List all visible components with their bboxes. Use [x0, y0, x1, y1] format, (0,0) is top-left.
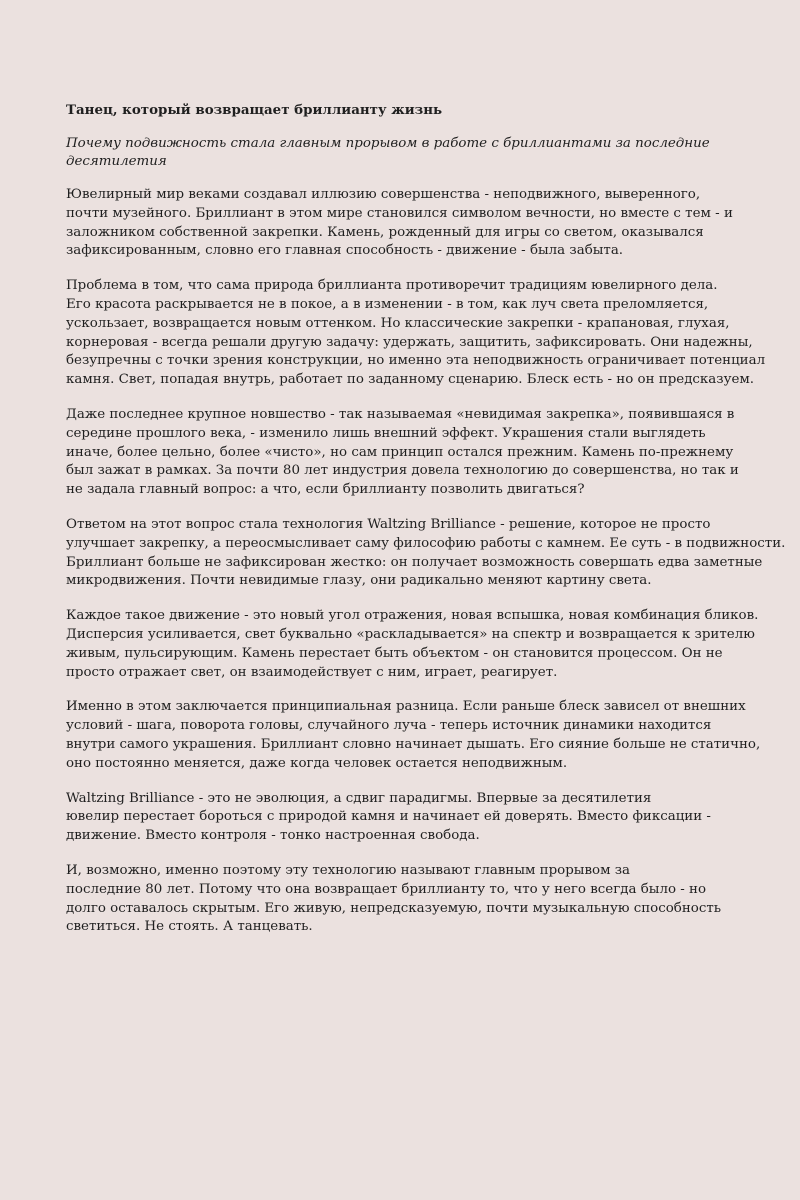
paragraph-line: И, возможно, именно поэтому эту технологию называют главным прорывом за: [66, 862, 631, 878]
article-title: Танец, который возвращает бриллианту жизнь: [66, 102, 443, 118]
article-paragraph: [66, 790, 770, 846]
paragraph-line: просто отражает свет, он взаимодействует с ним, играет, реагирует.: [66, 664, 558, 680]
article-paragraph: [66, 277, 770, 390]
paragraph-line: ускользает, возвращается новым оттенком. Но классические закрепки - крапановая, глухая,: [66, 315, 730, 331]
paragraph-line: последние 80 лет. Потому что она возвращает бриллианту то, что у него всегда было - но: [66, 881, 707, 897]
paragraph-line: долго оставалось скрытым. Его живую, непредсказуемую, почти музыкальную способность: [66, 900, 722, 916]
paragraph-line: середине прошлого века, - изменило лишь внешний эффект. Украшения стали выглядеть: [66, 425, 706, 441]
paragraph-line: Бриллиант больше не зафиксирован жестко: он получает возможность совершать едва заметные: [66, 554, 763, 570]
article-paragraph: [66, 516, 786, 591]
paragraph-line: Waltzing Brilliance - это не эволюция, а сдвиг парадигмы. Впервые за десятилетия: [66, 790, 652, 806]
article-paragraph: [66, 607, 770, 682]
paragraph-line: ювелир перестает бороться с природой камня и начинает ей доверять. Вместо фиксации -: [66, 809, 711, 825]
paragraph-line: не задала главный вопрос: а что, если бриллианту позволить двигаться?: [66, 482, 585, 498]
paragraph-line: Каждое такое движение - это новый угол отражения, новая вспышка, новая комбинация бликов.: [66, 608, 759, 624]
article-subtitle: Почему подвижность стала главным прорывом в работе с бриллиантами за последние десятилетия: [66, 136, 710, 169]
paragraph-line: был зажат в рамках. За почти 80 лет индустрия довела технологию до совершенства, но так и: [66, 463, 739, 479]
paragraph-line: условий - шага, поворота головы, случайного луча - теперь источник динамики находится: [66, 718, 712, 734]
article-paragraph: [66, 698, 770, 773]
paragraph-line: корнеровая - всегда решали другую задачу: удержать, защитить, зафиксировать. Они надежны,: [66, 334, 753, 350]
paragraph-line: микродвижения. Почти невидимые глазу, они радикально меняют картину света.: [66, 573, 652, 589]
paragraph-line: Дисперсия усиливается, свет буквально «раскладывается» на спектр и возвращается к зрителю: [66, 626, 755, 642]
paragraph-line: иначе, более цельно, более «чисто», но сам принцип остался прежним. Камень по-прежнему: [66, 444, 734, 460]
paragraph-line: Именно в этом заключается принципиальная разница. Если раньше блеск зависел от внешних: [66, 699, 746, 715]
paragraph-line: живым, пульсирующим. Камень перестает быть объектом - он становится процессом. Он не: [66, 645, 723, 661]
paragraph-line: безупречны с точки зрения конструкции, но именно эта неподвижность ограничивает потенциал: [66, 353, 766, 369]
paragraph-line: внутри самого украшения. Бриллиант словно начинает дышать. Его сияние больше не статично,: [66, 736, 761, 752]
article-body: [66, 186, 786, 937]
paragraph-line: Даже последнее крупное новшество - так называемая «невидимая закрепка», появившаяся в: [66, 406, 735, 422]
paragraph-line: камня. Свет, попадая внутрь, работает по заданному сценарию. Блеск есть - но он предсказуем.: [66, 372, 755, 388]
paragraph-line: улучшает закрепку, а переосмысливает саму философию работы с камнем. Ее суть - в подвижности.: [66, 535, 786, 551]
paragraph-line: Ответом на этот вопрос стала технология Waltzing Brilliance - решение, которое не просто: [66, 516, 711, 532]
article-paragraph: [66, 862, 770, 937]
paragraph-line: светиться. Не стоять. А танцевать.: [66, 919, 313, 935]
article-paragraph: [66, 186, 770, 261]
paragraph-line: Ювелирный мир веками создавал иллюзию совершенства - неподвижного, выверенного,: [66, 187, 701, 202]
paragraph-line: оно постоянно меняется, даже когда человек остается неподвижным.: [66, 755, 568, 771]
paragraph-line: почти музейного. Бриллиант в этом мире становился символом вечности, но вместе с тем - и: [66, 205, 733, 221]
paragraph-line: Проблема в том, что сама природа бриллианта противоречит традициям ювелирного дела.: [66, 278, 718, 294]
paragraph-line: движение. Вместо контроля - тонко настроенная свобода.: [66, 828, 480, 844]
paragraph-line: заложником собственной закрепки. Камень, рожденный для игры со светом, оказывался: [66, 224, 704, 240]
paragraph-line: Его красота раскрывается не в покое, а в изменении - в том, как луч света преломляется,: [66, 296, 709, 312]
paragraph-line: зафиксированным, словно его главная способность - движение - была забыта.: [66, 243, 624, 259]
article-paragraph: [66, 406, 770, 500]
